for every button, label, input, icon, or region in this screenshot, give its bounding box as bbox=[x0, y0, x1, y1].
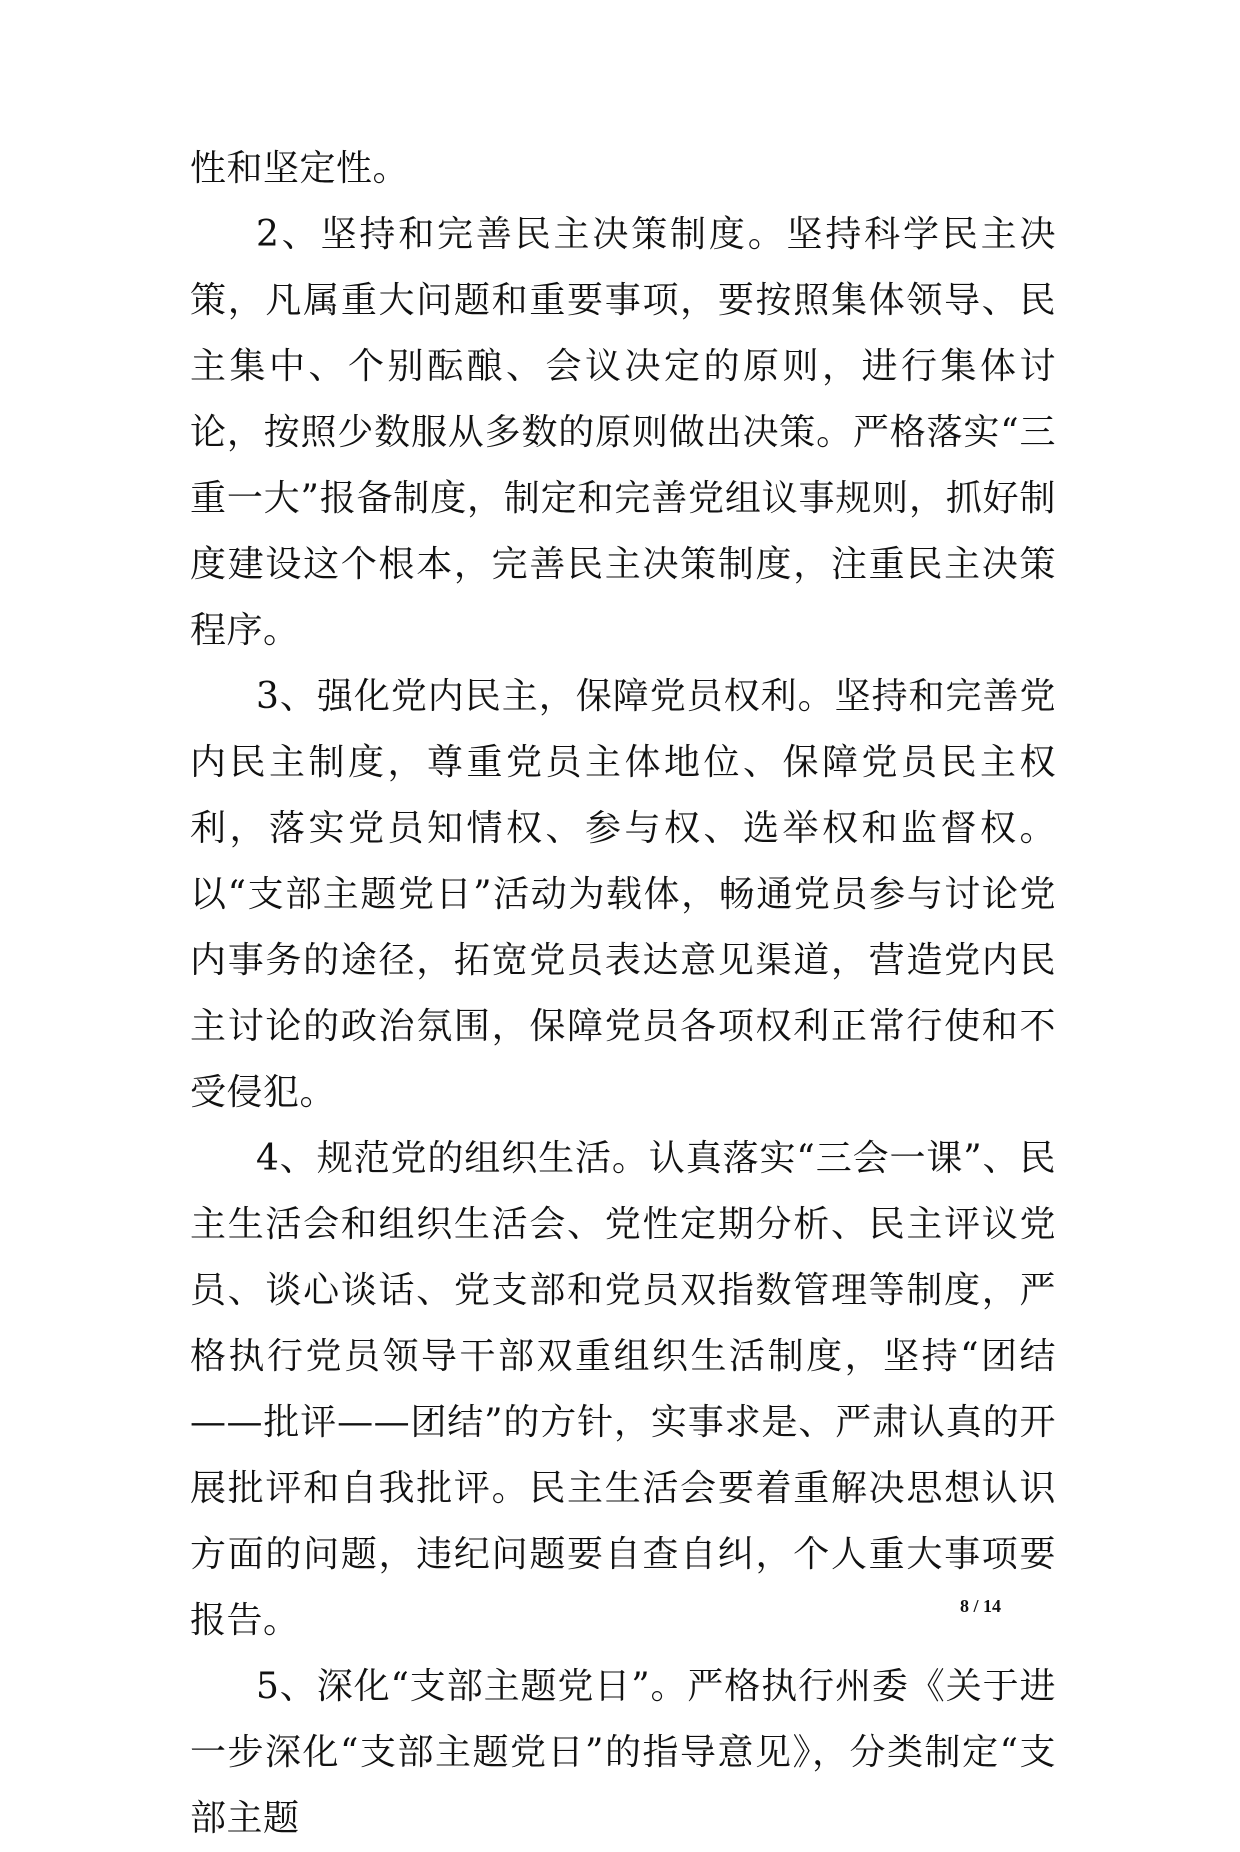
document-body bbox=[190, 136, 1056, 1852]
paragraph-item-4: 4、规范党的组织生活。认真落实“三会一课”、民主生活会和组织生活会、党性定期分析、民主评议党员、谈心谈话、党支部和党员双指数管理等制度，严格执行党员领导干部双重组织生活制度，坚持“团结——批评——团结”的方针，实事求是、严肃认真的开展批评和自我批评。民主生活会要着重解决思想认识方面的问题，违纪问题要自查自纠，个人重大事项要报告。 bbox=[190, 1138, 1056, 1641]
paragraph-continuation: 性和坚定性。 bbox=[190, 148, 410, 189]
paragraph-item-2: 2、坚持和完善民主决策制度。坚持科学民主决策，凡属重大问题和重要事项，要按照集体领导、民主集中、个别酝酿、会议决定的原则，进行集体讨论，按照少数服从多数的原则做出决策。严格落实“三重一大”报备制度，制定和完善党组议事规则，抓好制度建设这个根本，完善民主决策制度，注重民主决策程序。 bbox=[190, 214, 1056, 651]
paragraph-item-5: 5、深化“支部主题党日”。严格执行州委《关于进一步深化“支部主题党日”的指导意见》，分类制定“支部主题 bbox=[190, 1666, 1056, 1839]
page-number: 8 / 14 bbox=[960, 1596, 1002, 1616]
paragraph-item-3: 3、强化党内民主，保障党员权利。坚持和完善党内民主制度，尊重党员主体地位、保障党员民主权利，落实党员知情权、参与权、选举权和监督权。以“支部主题党日”活动为载体，畅通党员参与讨论党内事务的途径，拓宽党员表达意见渠道，营造党内民主讨论的政治氛围，保障党员各项权利正常行使和不受侵犯。 bbox=[190, 676, 1056, 1113]
